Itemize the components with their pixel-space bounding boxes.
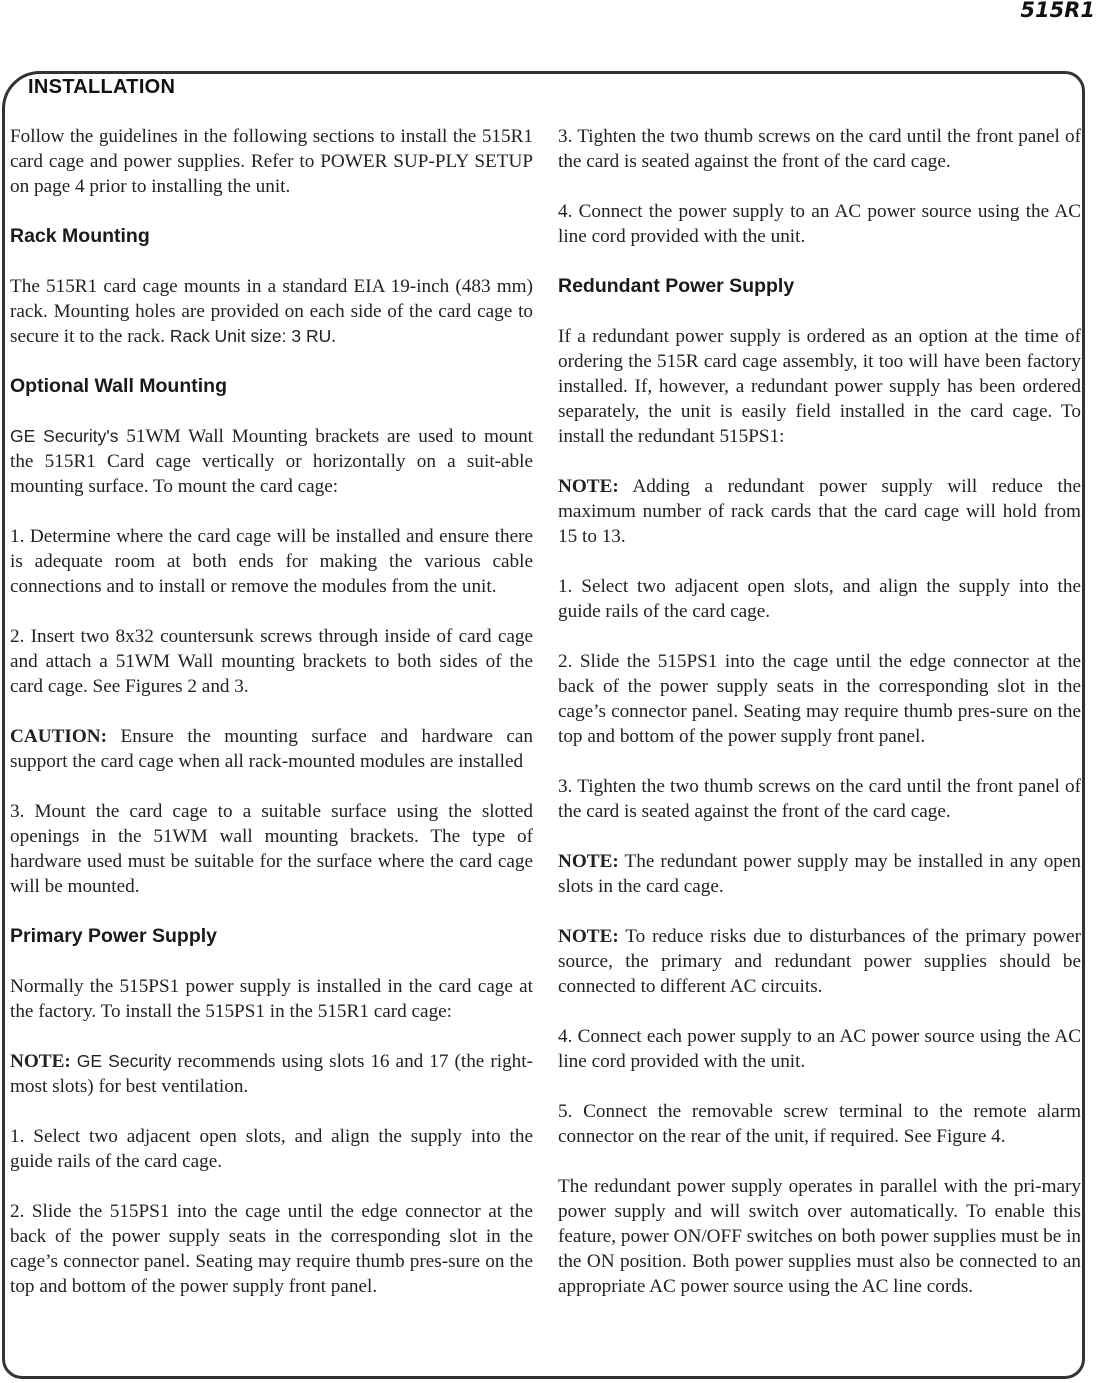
wall-step-1: 1. Determine where the card cage will be installed and ensure there is adequate room at both ends for making the various cable connections and to install or remove the modules from the unit. [10, 526, 533, 597]
note-text: The redundant power supply may be installed in any open slots in the card cage. [558, 851, 1081, 897]
rack-unit-period: . [331, 326, 337, 347]
wall-mounting-text: 51WM Wall Mounting brackets are used to mount the 515R1 Card cage vertically or horizontally on a suit-able mounting surface. To mount the card cage: [10, 426, 533, 497]
rack-mounting-text: The 515R1 card cage mounts in a standard EIA 19-inch (483 mm) rack. Mounting holes are provided on each side of the card cage to secure it to the rack. [10, 276, 533, 347]
redundant-step-3: 3. Tighten the two thumb screws on the card until the front panel of the card is seated against the front of the card cage. [558, 776, 1081, 822]
document-id: 515R1 [1020, 0, 1095, 22]
primary-step-1: 1. Select two adjacent open slots, and align the supply into the guide rails of the card cage. [10, 1126, 533, 1172]
note-label: NOTE: [558, 926, 619, 947]
caution-paragraph [10, 724, 533, 774]
rack-cards-note [558, 474, 1081, 549]
note-brand: GE Security [76, 1051, 172, 1071]
note-label: NOTE: [558, 476, 619, 497]
open-slots-note [558, 849, 1081, 899]
note-label: NOTE: [558, 851, 619, 872]
ventilation-note [10, 1049, 533, 1099]
redundant-power-paragraph: If a redundant power supply is ordered as an option at the time of ordering the 515R card cage assembly, it too will have been factory installed. If, however, a redundant power supply has been ordered separately, the unit is easily field installed in the card cage. To install the redundant 515PS1: [558, 326, 1081, 447]
note-text: Adding a redundant power supply will reduce the maximum number of rack cards that the card cage will hold from 15 to 13. [558, 476, 1081, 547]
note-label: NOTE: [10, 1051, 77, 1072]
primary-step-4: 4. Connect the power supply to an AC power source using the AC line cord provided with the unit. [558, 201, 1081, 247]
primary-power-heading: Primary Power Supply [10, 925, 217, 947]
rack-mounting-paragraph [10, 274, 533, 349]
primary-step-2: 2. Slide the 515PS1 into the cage until the edge connector at the back of the power supply seats in the corresponding slot in the cage’s connector panel. Seating may require thumb pres-sure on the top and bottom of the power supply front panel. [10, 1201, 533, 1297]
wall-step-3: 3. Mount the card cage to a suitable surface using the slotted openings in the 51WM wall mounting brackets. The type of hardware used must be suitable for the surface where the card cage will be mounted. [10, 801, 533, 897]
closing-paragraph: The redundant power supply operates in parallel with the pri-mary power supply and will switch over automatically. To enable this feature, power ON/OFF switches on both power supplies must be in the ON position. Both power supplies must also be connected to an appropriate AC power source using the AC line cords. [558, 1176, 1081, 1297]
wall-mounting-paragraph [10, 424, 533, 499]
wall-mounting-heading: Optional Wall Mounting [10, 375, 227, 397]
section-title: INSTALLATION [28, 76, 176, 98]
note-text: To reduce risks due to disturbances of the primary power source, the primary and redundant power supplies should be connected to different AC circuits. [558, 926, 1081, 997]
right-column [558, 124, 1081, 1324]
intro-paragraph: Follow the guidelines in the following sections to install the 515R1 card cage and power supplies. Refer to POWER SUP-PLY SETUP on page 4 prior to installing the unit. [10, 126, 533, 197]
rack-unit-size: Rack Unit size: 3 RU [169, 326, 332, 346]
redundant-step-5: 5. Connect the removable screw terminal to the remote alarm connector on the rear of the unit, if required. See Figure 4. [558, 1101, 1081, 1147]
rack-mounting-heading: Rack Mounting [10, 225, 150, 247]
caution-label: CAUTION: [10, 726, 108, 747]
wall-brand: GE Security's [10, 426, 119, 446]
primary-power-paragraph: Normally the 515PS1 power supply is installed in the card cage at the factory. To install the 515PS1 in the 515R1 card cage: [10, 976, 533, 1022]
redundant-step-4: 4. Connect each power supply to an AC power source using the AC line cord provided with the unit. [558, 1026, 1081, 1072]
wall-step-2: 2. Insert two 8x32 countersunk screws through inside of card cage and attach a 51WM Wall mounting brackets to both sides of the card cage. See Figures 2 and 3. [10, 626, 533, 697]
left-column [10, 124, 533, 1324]
primary-step-3: 3. Tighten the two thumb screws on the card until the front panel of the card is seated against the front of the card cage. [558, 126, 1081, 172]
ac-circuits-note [558, 924, 1081, 999]
note-text: recommends using slots 16 and 17 (the right-most slots) for best ventilation. [10, 1051, 533, 1097]
redundant-step-2: 2. Slide the 515PS1 into the cage until the edge connector at the back of the power supply seats in the corresponding slot in the cage’s connector panel. Seating may require thumb pres-sure on the top and bottom of the power supply front panel. [558, 651, 1081, 747]
redundant-step-1: 1. Select two adjacent open slots, and align the supply into the guide rails of the card cage. [558, 576, 1081, 622]
redundant-power-heading: Redundant Power Supply [558, 275, 795, 297]
caution-text: Ensure the mounting surface and hardware can support the card cage when all rack-mounted modules are installed [10, 726, 533, 772]
